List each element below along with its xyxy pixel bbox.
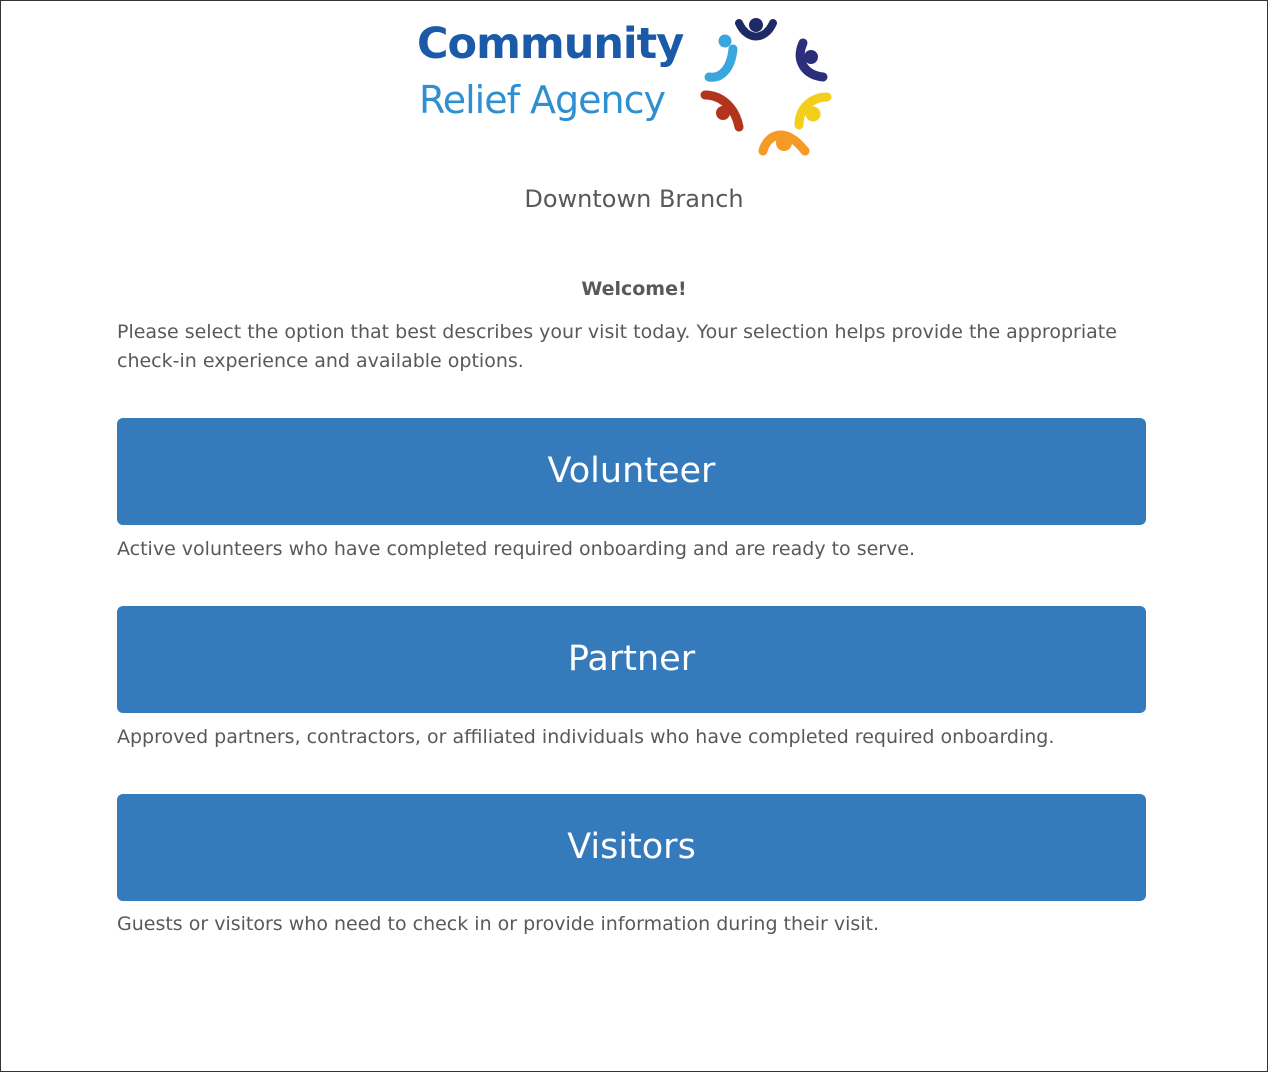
volunteer-description: Active volunteers who have completed required onboarding and are ready to serve. xyxy=(117,538,916,560)
welcome-instructions: Please select the option that best describes your visit today. Your selection helps provide the appropriate check-in experience and available options. xyxy=(117,321,1117,372)
community-relief-agency-logo xyxy=(415,13,855,157)
logo-text-line2: Relief Agency xyxy=(419,78,665,122)
people-circle-icon xyxy=(695,13,855,157)
visitors-button[interactable]: Visitors xyxy=(117,794,1146,901)
branch-name: Downtown Branch xyxy=(524,185,744,213)
welcome-heading: Welcome! xyxy=(581,278,687,300)
partner-button[interactable]: Partner xyxy=(117,606,1146,713)
partner-description: Approved partners, contractors, or affiliated individuals who have completed required onboarding. xyxy=(117,726,1055,748)
logo-text-line1: Community xyxy=(417,19,684,69)
volunteer-button[interactable]: Volunteer xyxy=(117,418,1146,525)
visitors-description: Guests or visitors who need to check in or provide information during their visit. xyxy=(117,913,880,935)
